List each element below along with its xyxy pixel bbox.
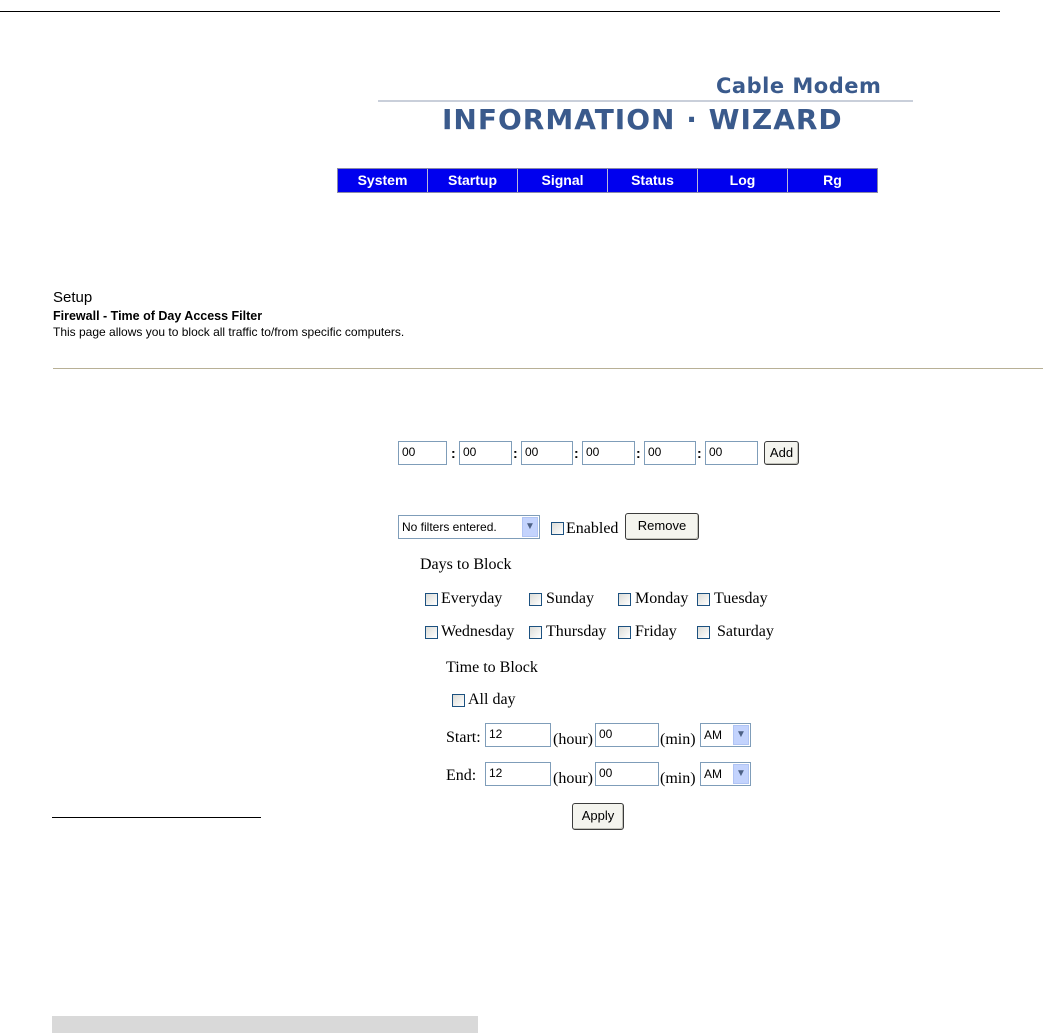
footer-shaded-bar bbox=[52, 1016, 478, 1033]
end-min-unit: (min) bbox=[660, 770, 696, 787]
footnote-rule bbox=[52, 817, 261, 818]
mac-octet-6[interactable]: 00 bbox=[705, 441, 758, 465]
start-min-input[interactable]: 00 bbox=[595, 723, 659, 747]
day-label-friday: Friday bbox=[635, 623, 677, 640]
nav-signal[interactable]: Signal bbox=[518, 169, 608, 192]
nav-rg[interactable]: Rg bbox=[823, 172, 842, 188]
day-checkbox-wednesday[interactable] bbox=[425, 626, 438, 639]
end-label: End: bbox=[446, 767, 477, 784]
end-ampm-select[interactable] bbox=[700, 762, 751, 786]
start-hour-input[interactable]: 12 bbox=[485, 723, 551, 747]
add-button[interactable]: Add bbox=[764, 441, 799, 465]
day-label-tuesday: Tuesday bbox=[714, 590, 768, 607]
logo-information-wizard: INFORMATION · WIZARD bbox=[442, 103, 843, 136]
day-label-sunday: Sunday bbox=[546, 590, 594, 607]
enabled-label: Enabled bbox=[566, 520, 619, 537]
mac-octet-2[interactable]: 00 bbox=[459, 441, 512, 465]
page-title: Setup bbox=[53, 289, 93, 306]
start-min-unit: (min) bbox=[660, 731, 696, 748]
day-checkbox-saturday[interactable] bbox=[697, 626, 710, 639]
mac-separator: : bbox=[697, 445, 702, 461]
apply-button[interactable]: Apply bbox=[572, 803, 624, 830]
filter-select-value: No filters entered. bbox=[402, 520, 497, 534]
mac-separator: : bbox=[513, 445, 518, 461]
section-divider bbox=[53, 368, 1043, 369]
nav-system[interactable]: System bbox=[338, 169, 428, 192]
nav-log[interactable]: Log bbox=[698, 169, 788, 192]
start-hour-unit: (hour) bbox=[553, 731, 593, 748]
mac-octet-4[interactable]: 00 bbox=[582, 441, 635, 465]
page-subtitle: Firewall - Time of Day Access Filter bbox=[53, 309, 263, 323]
day-checkbox-tuesday[interactable] bbox=[697, 593, 710, 606]
mac-octet-3[interactable]: 00 bbox=[521, 441, 573, 465]
day-label-everyday: Everyday bbox=[441, 590, 503, 607]
start-ampm-select[interactable] bbox=[700, 723, 751, 747]
nav-status[interactable]: Status bbox=[608, 169, 698, 192]
day-checkbox-friday[interactable] bbox=[618, 626, 631, 639]
end-min-input[interactable]: 00 bbox=[595, 762, 659, 786]
filter-select[interactable] bbox=[398, 515, 540, 539]
remove-button[interactable]: Remove bbox=[625, 513, 699, 540]
day-checkbox-monday[interactable] bbox=[618, 593, 631, 606]
mac-separator: : bbox=[574, 445, 579, 461]
day-checkbox-everyday[interactable] bbox=[425, 593, 438, 606]
end-ampm-value: AM bbox=[704, 767, 722, 781]
end-hour-input[interactable]: 12 bbox=[485, 762, 551, 786]
page-description: This page allows you to block all traffic to/from specific computers. bbox=[53, 325, 405, 339]
enabled-checkbox[interactable] bbox=[551, 522, 564, 535]
mac-separator: : bbox=[451, 445, 456, 461]
days-heading: Days to Block bbox=[420, 556, 512, 573]
chevron-down-icon: ▼ bbox=[733, 725, 749, 745]
time-heading: Time to Block bbox=[446, 659, 538, 676]
day-label-wednesday: Wednesday bbox=[441, 623, 515, 640]
day-label-thursday: Thursday bbox=[546, 623, 607, 640]
day-checkbox-thursday[interactable] bbox=[529, 626, 542, 639]
mac-octet-5[interactable]: 00 bbox=[644, 441, 696, 465]
end-hour-unit: (hour) bbox=[553, 770, 593, 787]
mac-octet-1[interactable]: 00 bbox=[398, 441, 447, 465]
main-nav bbox=[337, 168, 878, 193]
all-day-checkbox[interactable] bbox=[452, 694, 465, 707]
all-day-label: All day bbox=[468, 691, 516, 708]
start-ampm-value: AM bbox=[704, 728, 722, 742]
start-label: Start: bbox=[446, 729, 481, 746]
mac-separator: : bbox=[636, 445, 641, 461]
top-rule bbox=[0, 11, 1000, 12]
chevron-down-icon: ▼ bbox=[522, 517, 538, 537]
logo-cable-modem: Cable Modem bbox=[716, 74, 882, 98]
chevron-down-icon: ▼ bbox=[733, 764, 749, 784]
logo-rule bbox=[378, 100, 913, 102]
day-label-saturday: Saturday bbox=[717, 623, 774, 640]
nav-startup[interactable]: Startup bbox=[428, 169, 518, 192]
day-label-monday: Monday bbox=[635, 590, 689, 607]
day-checkbox-sunday[interactable] bbox=[529, 593, 542, 606]
